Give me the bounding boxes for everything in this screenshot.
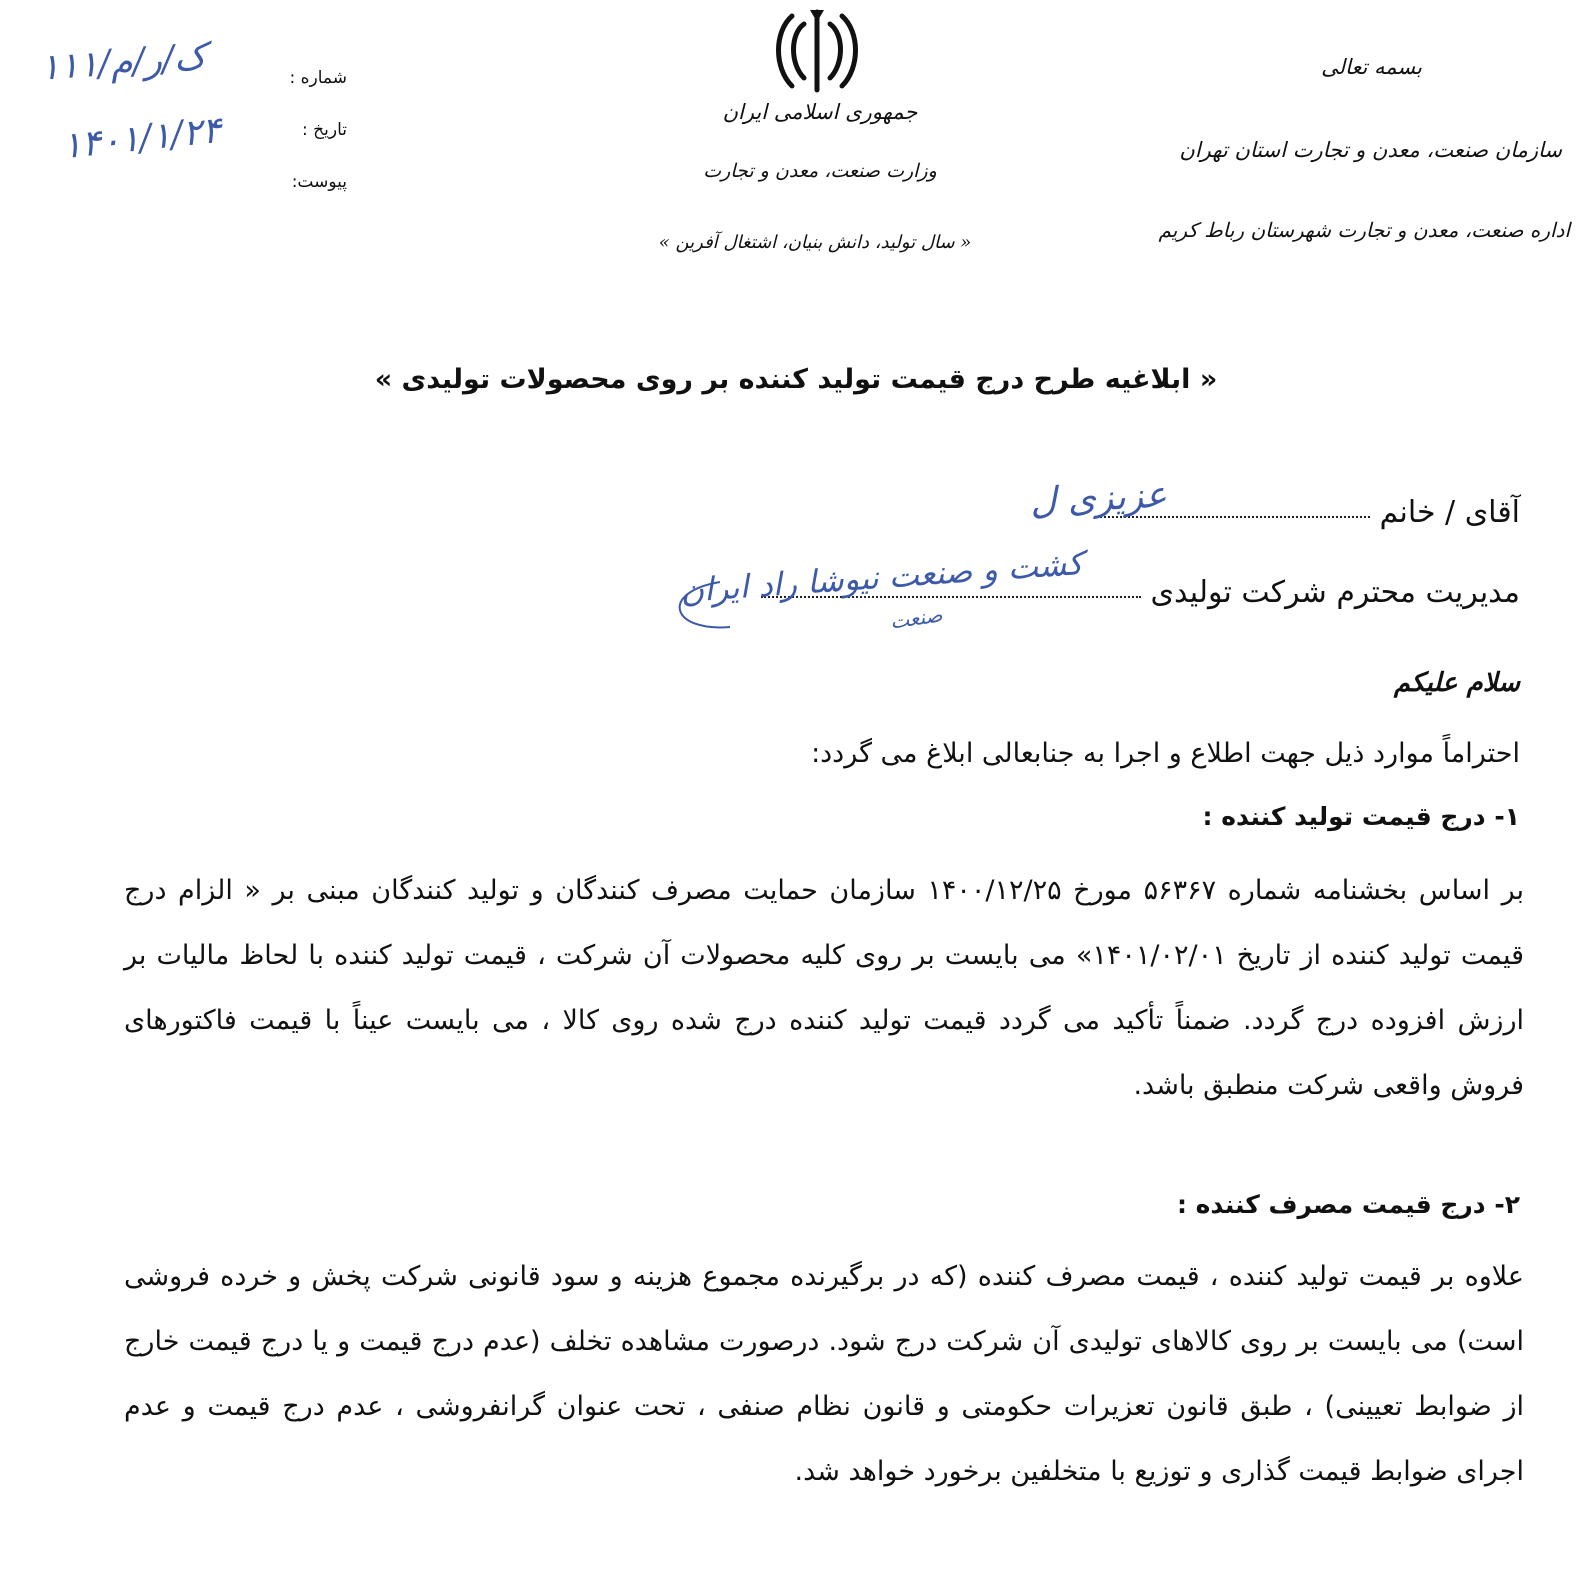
department-name: اداره صنعت، معدن و تجارت شهرستان رباط کریم bbox=[1158, 218, 1570, 242]
handwritten-letter-date: ۱۴۰۱/۱/۲۴ bbox=[60, 109, 224, 168]
company-label: مدیریت محترم شرکت تولیدی bbox=[1150, 575, 1520, 610]
handwritten-company-note: صنعت bbox=[888, 602, 944, 634]
handwritten-letter-number: ۱۱۱/ک/ر/م bbox=[38, 36, 208, 89]
ministry-name: وزارت صنعت، معدن و تجارت bbox=[703, 160, 937, 182]
intro-sentence: احتراماً موارد ذیل جهت اطلاع و اجرا به جنابعالی ابلاغ می گردد: bbox=[811, 738, 1520, 769]
basmala-text: بسمه تعالی bbox=[1321, 55, 1422, 79]
iran-emblem-icon bbox=[770, 6, 864, 94]
section-1-heading: ۱- درج قیمت تولید کننده : bbox=[1202, 802, 1520, 831]
greeting: سلام علیکم bbox=[1393, 668, 1520, 698]
section-2-body: علاوه بر قیمت تولید کننده ، قیمت مصرف کننده (که در برگیرنده مجموع هزینه و سود قانونی شرکت پخش و خرده فروشی است) می بایست بر روی کالاهای تولیدی آن شرکت درج شود. درصورت مشاهده تخلف (عدم درج قیمت و یا درج قیمت خارج از ضوابط تعیینی) ، طبق قانون تعزیرات حکومتی و قانون نظام صنفی ، تحت عنوان گرانفروشی ، عدم درج قیمت و عدم اجرای ضوابط قیمت گذاری و توزیع با متخلفین برخورد خواهد شد. bbox=[124, 1261, 1524, 1487]
section-2-heading: ۲- درج قیمت مصرف کننده : bbox=[1176, 1190, 1520, 1219]
section-1-body: بر اساس بخشنامه شماره ۵۶۳۶۷ مورخ ۱۴۰۰/۱۲/۲۵ سازمان حمایت مصرف کنندگان و تولید کنندگان مبنی بر « الزام درج قیمت تولید کننده از تاریخ ۱۴۰۱/۰۲/۰۱» می بایست بر روی کلیه محصولات آن شرکت ، قیمت تولید کننده با لحاظ مالیات بر ارزش افزوده درج گردد. ضمناً تأکید می گردد قیمت تولید کننده درج شده روی کالا ، می بایست عیناً با قیمت فاکتورهای فروش واقعی شرکت منطبق باشد. bbox=[124, 875, 1525, 1101]
letter-number-label: شماره : bbox=[289, 68, 347, 88]
attachment-label: پیوست: bbox=[291, 172, 347, 192]
organization-name: سازمان صنعت، معدن و تجارت استان تهران bbox=[1179, 138, 1562, 162]
salutation-label: آقای / خانم bbox=[1379, 495, 1520, 530]
handwritten-recipient-name: عزیزی ل bbox=[1029, 474, 1168, 523]
document-title: « ابلاغیه طرح درج قیمت تولید کننده بر روی محصولات تولیدی » bbox=[374, 364, 1218, 395]
letter-date-label: تاریخ : bbox=[302, 120, 347, 140]
year-motto: « سال تولید، دانش بنیان، اشتغال آفرین » bbox=[658, 232, 972, 253]
handwritten-company-name: کشت و صنعت نیوشا راد ایران bbox=[679, 543, 1085, 611]
republic-name: جمهوری اسلامی ایران bbox=[722, 100, 918, 124]
